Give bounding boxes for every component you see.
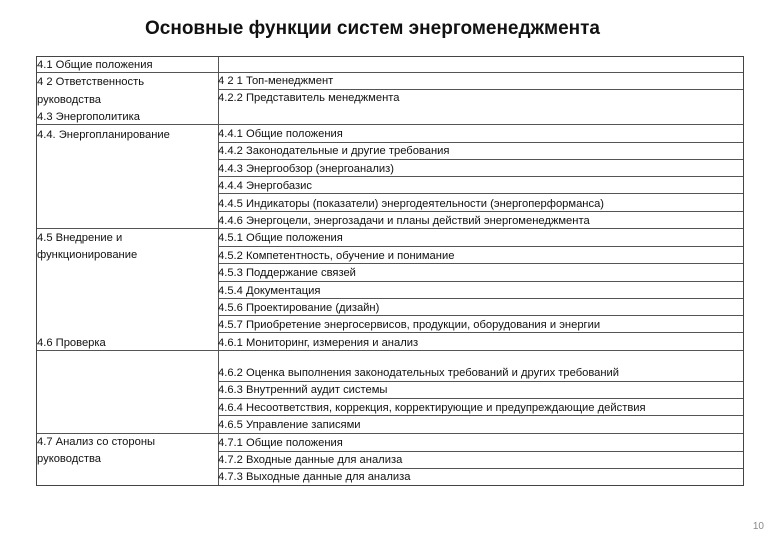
subsection-list: 4 2 1 Топ-менеджмент 4.2.2 Представитель менеджмента [218, 75, 400, 105]
section-label: 4.7 Анализ со стороны руководства [37, 436, 156, 466]
subsection-list: 4.4.1 Общие положения 4.4.2 Законодательные и другие требования 4.4.3 Энергообзор (энергоанализ) 4.4.4 Энергобазис 4.4.5 Индикаторы (показатели) энергодеятельности (энергоперформанса) 4.4.6 Энергоцели, энергозадачи и планы действий энергоменеджмента 4.5.1 Общие положения 4.5.2 Компетентность, обучение и понимание 4.5.3 Поддержание связей 4.5.4 Документация 4.5.6 Проектирование (дизайн) 4.5.7 Приобретение энергосервисов, продукции, оборудования и энергии 4.6.1 Мониторинг, измерения и анализ [218, 128, 605, 349]
section-label: 4.6 Проверка [37, 337, 106, 349]
page-number: 10 [752, 521, 764, 532]
functions-table [36, 56, 744, 486]
section-label: 4.1 Общие положения 4 2 Ответственность руководства 4.3 Энергополитика 4.4. Энергопланирование [37, 59, 170, 141]
section-label: 4.5 Внедрение и функционирование [37, 232, 138, 262]
page-title: Основные функции систем энергоменеджмента [145, 18, 600, 39]
subsection-list: 4.6.2 Оценка выполнения законодательных требований и других требований 4.6.3 Внутренний аудит системы 4.6.4 Несоответствия, коррекция, корректирующие и предупреждающие действия 4.6.5 Управление записями 4.7.1 Общие положения 4.7.2 Входные данные для анализа 4.7.3 Выходные данные для анализа [218, 367, 646, 484]
